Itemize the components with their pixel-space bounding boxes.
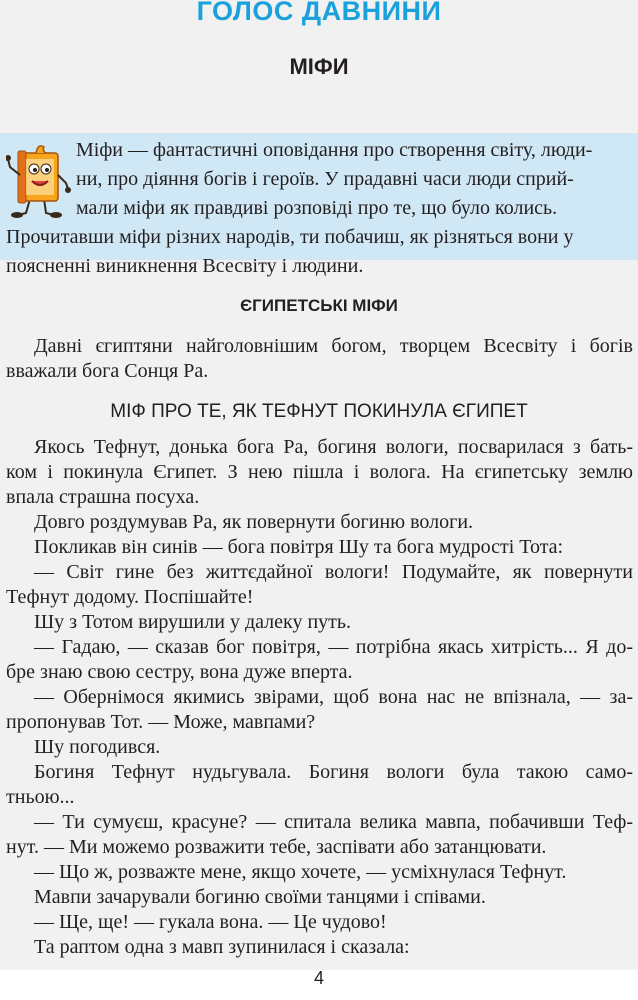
info-line: ни, про діяння богів і героїв. У прадавні часи люди сприй- bbox=[76, 168, 574, 190]
story-line: — Обернімося якимись звірами, щоб вона нас не впізнала, — за- bbox=[34, 686, 633, 708]
story-line: Богиня Тефнут нудьгувала. Богиня вологи була такою само- bbox=[34, 761, 633, 783]
story-line: — Ще, ще! — гукала вона. — Це чудово! bbox=[34, 911, 387, 933]
story-line: Шу з Тотом вирушили у далеку путь. bbox=[34, 611, 352, 633]
egypt-intro bbox=[6, 334, 633, 384]
story-line: ком і покинула Єгипет. З нею пішла і волога. На єгипетську землю bbox=[6, 461, 633, 483]
story-line: бре знаю свою сестру, вона дуже вперта. bbox=[6, 661, 353, 683]
story-line: Тефнут додому. Поспішайте! bbox=[6, 586, 254, 608]
story-line: пропонував Тот. — Може, мавпами? bbox=[6, 711, 316, 733]
story-line: впала страшна посуха. bbox=[6, 486, 200, 508]
story-title: МІФ ПРО ТЕ, ЯК ТЕФНУТ ПОКИНУЛА ЄГИПЕТ bbox=[110, 401, 528, 422]
info-paragraph bbox=[6, 136, 631, 281]
page-number: 4 bbox=[313, 968, 324, 988]
story-line: нут. — Ми можемо розважити тебе, заспівати або затанцювати. bbox=[6, 836, 547, 858]
story-line: Якось Тефнут, донька бога Ра, богиня вологи, посварилася з бать- bbox=[34, 436, 633, 458]
story-line: тньою... bbox=[6, 786, 75, 808]
story-line: — Світ гине без життєдайної вологи! Подумайте, як повернути bbox=[34, 561, 633, 583]
story-line: Та раптом одна з мавп зупинилася і сказала: bbox=[34, 936, 410, 958]
info-line: Прочитавши міфи різних народів, ти побачиш, як різняться вони у bbox=[6, 226, 574, 248]
section-title: МІФИ bbox=[289, 54, 349, 79]
story-line: Мавпи зачарували богиню своїми танцями і співами. bbox=[34, 886, 486, 908]
info-line: Міфи — фантастичні оповідання про створення світу, люди- bbox=[76, 139, 593, 161]
intro-line: вважали бога Сонця Ра. bbox=[6, 360, 209, 382]
story-line: Шу погодився. bbox=[34, 736, 161, 758]
info-line: поясненні виникнення Всесвіту і людини. bbox=[6, 255, 364, 277]
story-line: — Ти сумуєш, красуне? — спитала велика мавпа, побачивши Теф- bbox=[34, 811, 633, 833]
story-line: Довго роздумував Ра, як повернути богиню вологи. bbox=[34, 511, 474, 533]
story-line: — Що ж, розважте мене, якщо хочете, — усміхнулася Тефнут. bbox=[34, 861, 567, 883]
story-line: Покликав він синів — бога повітря Шу та бога мудрості Тота: bbox=[34, 536, 564, 558]
story-text bbox=[6, 435, 633, 960]
story-line: — Гадаю, — сказав бог повітря, — потрібна якась хитрість... Я до- bbox=[34, 636, 633, 658]
info-line: мали міфи як правдиві розповіді про те, що було колись. bbox=[76, 197, 558, 219]
intro-line: Давні єгиптяни найголовнішим богом, творцем Всесвіту і богів bbox=[34, 335, 633, 357]
mascot-spacer bbox=[6, 136, 76, 223]
egypt-myths-heading: ЄГИПЕТСЬКІ МІФИ bbox=[240, 296, 398, 315]
chapter-title: ГОЛОС ДАВНИНИ bbox=[196, 0, 442, 26]
